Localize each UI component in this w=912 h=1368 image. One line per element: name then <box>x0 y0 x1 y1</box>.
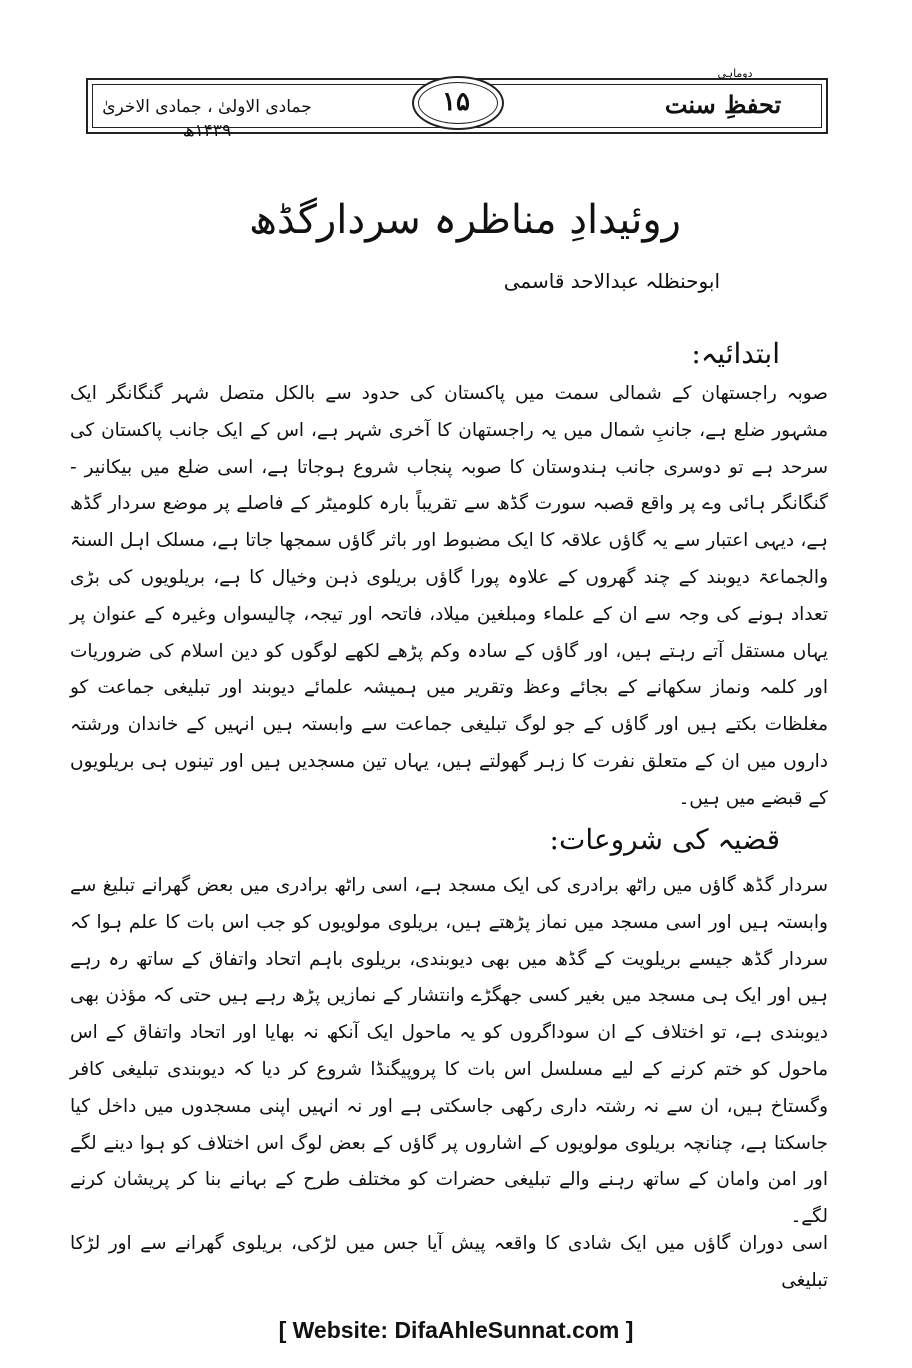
section-heading-introduction: ابتدائیہ: <box>691 337 780 370</box>
section-heading-beginning: قضیہ کی شروعات: <box>549 823 780 856</box>
paragraph-continuation: اسی دوران گاؤں میں ایک شادی کا واقعہ پیش آیا جس میں لڑکی، بریلوی گھرانے سے اور لڑکا تبلیغی <box>70 1233 828 1291</box>
paragraph-beginning <box>70 868 828 1291</box>
issue-dates: جمادی الاولیٰ ، جمادی الاخریٰ ۱۴۳۹ھ <box>102 97 312 141</box>
magazine-frequency: دوماہی <box>717 67 753 80</box>
paragraph-introduction: صوبہ راجستھان کے شمالی سمت میں پاکستان کی حدود سے بالکل متصل شہر گنگانگر ایک مشہور ضلع ہے، جانبِ شمال میں یہ راجستھان کا آخری شہر ہے، اس کے ایک جانب پاکستان کی سرحد ہے تو دوسری جانب ہندوستان کا صوبہ پنجاب شروع ہوجاتا ہے، اسی ضلع میں بیکانیر - گنگانگر ہائی وے پر واقع قصبہ سورت گڈھ سے تقریباً بارہ کلومیٹر کے فاصلے پر موضع سردار گڈھ ہے، دیہی اعتبار سے یہ گاؤں علاقہ کا ایک مضبوط اور باثر گاؤں سمجھا جاتا ہے، مسلک اہل السنۃ والجماعۃ دیوبند کے چند گھروں کے علاوہ پورا گاؤں بریلوی ذہن وخیال کا ہے، بریلویوں کی بڑی تعداد ہونے کی وجہ سے ان کے علماء ومبلغین میلاد، فاتحہ اور تیجہ، چالیسواں وغیرہ کے عنوان پر یہاں مستقل آتے رہتے ہیں، اور گاؤں کے سادہ وکم پڑھے لکھے لوگوں کو دین اسلام کی ضروریات اور کلمہ ونماز سکھانے کے بجائے وعظ وتقریر میں ہمیشہ علمائے دیوبند اور تبلیغی جماعت کو مغلظات بکتے ہیں اور گاؤں کے جو لوگ تبلیغی جماعت سے وابستہ ہیں انہیں کے خاندان ورشتہ داروں میں ان کے متعلق نفرت کا زہر گھولتے ہیں، یہاں تین مسجدیں ہیں اور تینوں ہی بریلویوں کے قبضے میں ہیں۔ <box>70 383 828 809</box>
article-title: روئیدادِ مناظرہ سردارگڈھ <box>248 197 681 243</box>
page-number: ۱۵ <box>442 87 470 117</box>
article-author: ابوحنظلہ عبدالاحد قاسمی <box>503 269 720 293</box>
website-footer: [ Website: DifaAhleSunnat.com ] <box>278 1317 634 1343</box>
paragraph-beginning-text: سردار گڈھ گاؤں میں راٹھ برادری کی ایک مسجد ہے، اسی راٹھ برادری میں بعض گھرانے تبلیغ سے وابستہ ہیں اور اسی مسجد میں نماز پڑھتے ہیں، بریلوی مولویوں کو جب اس بات کا علم ہوا کہ سردار گڈھ جیسے بریلویت کے گڈھ میں بھی دیوبندی، بریلوی باہم اتحاد واتفاق کے ساتھ رہ رہے ہیں اور ایک ہی مسجد میں بغیر کسی جھگڑے وانتشار کے نمازیں پڑھ رہے ہیں حتی کہ مؤذن بھی دیوبندی ہے، تو اختلاف کے ان سوداگروں کو یہ ماحول ایک آنکھ نہ بھایا اور اتحاد واتفاق کے اس ماحول کو ختم کرنے کے لیے مسلسل اس بات کا پروپیگنڈا شروع کر دیا کہ دیوبندی تبلیغی کافر وگستاخ ہیں، ان سے نہ رشتہ داری رکھی جاسکتی ہے اور نہ انہیں اپنی مسجدوں میں داخل کیا جاسکتا ہے، چنانچہ بریلوی مولویوں کے اشاروں پر گاؤں کے بعض لوگ اس اختلاف کو ہوا دینے لگے اور امن وامان کے ساتھ رہنے والے تبلیغی حضرات کو مختلف طرح کے بہانے بنا کر پریشان کرنے لگے۔ <box>70 875 828 1228</box>
magazine-name: تحفظِ سنت <box>664 90 782 119</box>
